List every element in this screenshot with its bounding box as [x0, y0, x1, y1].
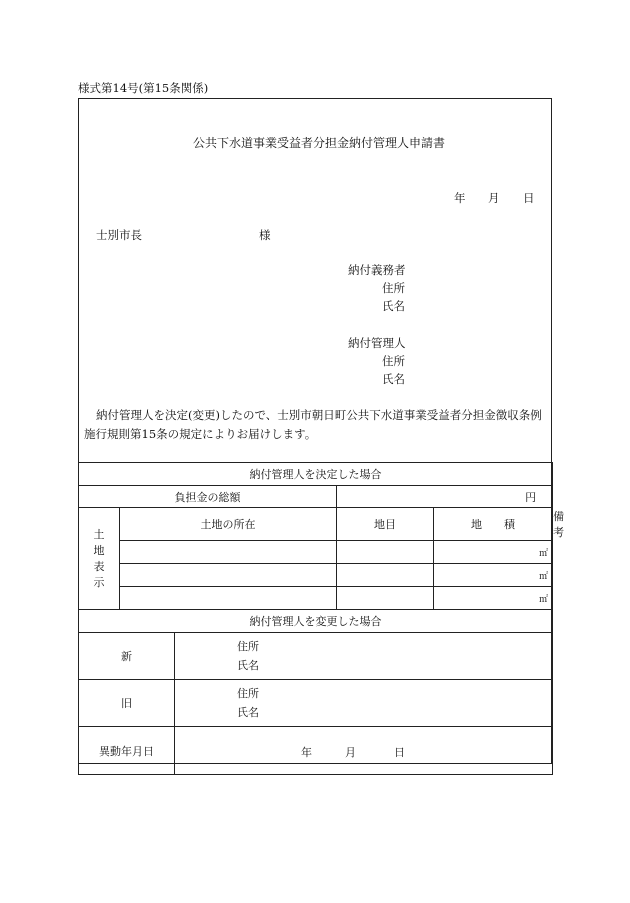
change-date-row [79, 727, 553, 775]
land-header-row: 土 地 表 示 土地の所在 地目 地 積 備 考 [79, 508, 553, 541]
land-area-cell[interactable] [434, 541, 553, 564]
new-manager-row [79, 633, 553, 680]
column-chimoku: 地目 [337, 508, 434, 541]
land-area-cell[interactable] [434, 587, 553, 610]
old-address-label: 住所 [237, 687, 259, 700]
land-display-label: 土 地 表 示 [79, 508, 120, 610]
land-location-cell[interactable] [120, 587, 337, 610]
manager-name-label: 氏名 [382, 372, 405, 386]
old-name-label: 氏名 [237, 706, 259, 719]
obligor-address-label: 住所 [382, 281, 405, 295]
obligor-heading: 納付義務者 [348, 263, 406, 277]
addressee-name: 士別市長 [96, 228, 142, 242]
application-table [78, 462, 587, 775]
change-date-month: 月 [345, 746, 356, 759]
new-label: 新 [79, 633, 175, 680]
document-title: 公共下水道事業受益者分担金納付管理人申請書 [193, 136, 446, 150]
land-location-cell[interactable] [120, 541, 337, 564]
land-row [79, 541, 553, 564]
land-row [79, 587, 553, 610]
square-meter-unit: ㎡ [539, 594, 549, 605]
change-date-day: 日 [394, 746, 405, 759]
land-location-cell[interactable] [120, 564, 337, 587]
old-manager-row [79, 680, 553, 727]
manager-address-label: 住所 [382, 354, 405, 368]
column-location: 土地の所在 [120, 508, 337, 541]
change-date-value[interactable] [175, 727, 553, 775]
column-area: 地 積 [434, 508, 553, 541]
new-address-label: 住所 [237, 640, 259, 653]
square-meter-unit: ㎡ [539, 571, 549, 582]
new-manager-fields[interactable] [175, 633, 553, 680]
changed-section-header [79, 610, 553, 633]
decided-section-title: 納付管理人を決定した場合 [79, 463, 553, 486]
obligor-name-label: 氏名 [382, 299, 405, 313]
date-day: 日 [523, 191, 535, 205]
old-label: 旧 [79, 680, 175, 727]
land-row [79, 564, 553, 587]
addressee-honorific: 様 [259, 228, 271, 242]
land-chimoku-cell[interactable] [337, 587, 434, 610]
land-area-cell[interactable] [434, 564, 553, 587]
date-month: 月 [488, 191, 500, 205]
change-date-year: 年 [301, 746, 312, 759]
decided-section-header [79, 463, 553, 486]
changed-section-title: 納付管理人を変更した場合 [79, 610, 553, 633]
manager-heading: 納付管理人 [348, 336, 406, 350]
total-amount-row [79, 486, 553, 508]
land-chimoku-cell[interactable] [337, 564, 434, 587]
body-text-line1: 納付管理人を決定(変更)したので、士別市朝日町公共下水道事業受益者分担金徴収条例 [96, 408, 542, 422]
total-amount-label: 負担金の総額 [79, 486, 337, 508]
total-amount-unit: 円 [337, 486, 553, 508]
land-chimoku-cell[interactable] [337, 541, 434, 564]
square-meter-unit: ㎡ [539, 548, 549, 559]
body-text-line2: 施行規則第15条の規定によりお届けします。 [84, 427, 317, 441]
date-year: 年 [454, 191, 466, 205]
new-name-label: 氏名 [237, 659, 259, 672]
change-date-label: 異動年月日 [79, 727, 175, 775]
old-manager-fields[interactable] [175, 680, 553, 727]
form-number: 様式第14号(第15条関係) [78, 81, 209, 95]
